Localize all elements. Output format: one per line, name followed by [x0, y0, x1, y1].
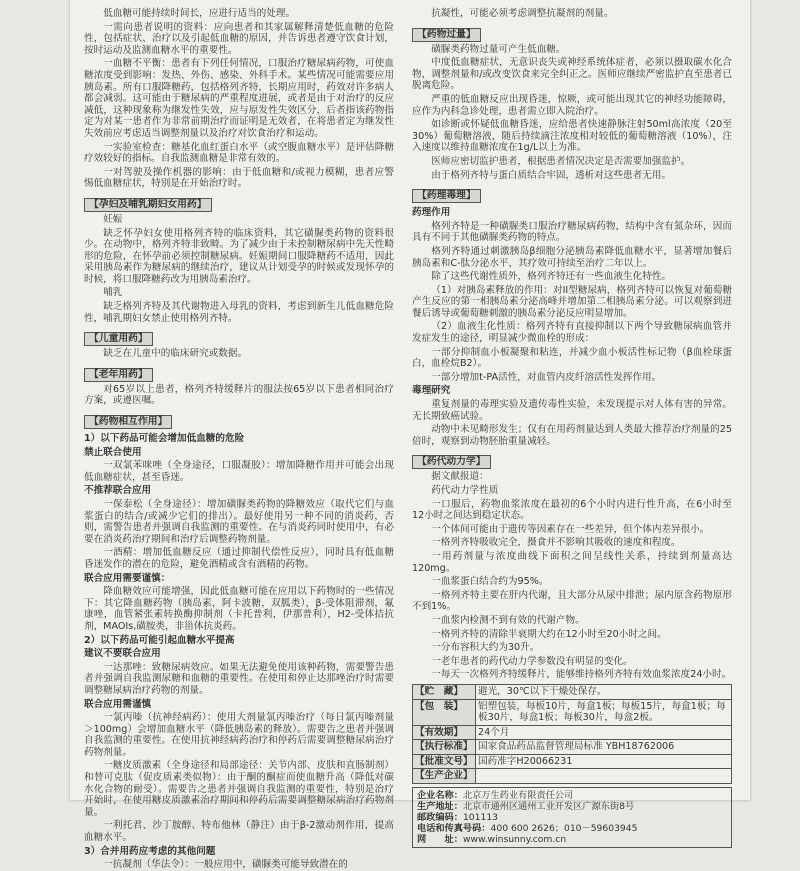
manufacturer-phone-line: 电话和传真号码：400 600 2626；010－59603945: [417, 823, 638, 835]
manufacturer-website-line: 网 址：www.winsunny.com.cn: [417, 834, 567, 846]
paragraph: 磺脲类药物过量可产生低血糖。: [431, 43, 566, 55]
section-heading: 【孕妇及哺乳期妇女用药】: [84, 198, 212, 212]
paragraph: 一糖皮质激素（全身途径和局部途径：关节内部、皮肤和直肠制剂）和替可克肽（促皮质素类似物）：由于酮的酮症而使血糖升高（降低对碳水化合物的耐受）。需要告之患者并强调自我监测的重要性，特别是治疗开始时，在使用糖皮质激素治疗期间和停药后需要调整糖尿病治疗药物剂量。: [84, 760, 394, 818]
info-row: [413, 684, 732, 699]
info-value: 国药准字H20066231: [476, 754, 732, 769]
paragraph: 一部分增加t-PA活性，对血管内皮纤溶活性发挥作用。: [431, 371, 662, 383]
product-info-table: [412, 684, 732, 784]
section-heading: 【儿童用药】: [84, 332, 153, 346]
paragraph: 一实验室检查：糖基化血红蛋白水平（或空腹血糖水平）是评估降糖疗效较好的指标。自我监测血糖是非常有效的。: [84, 141, 394, 165]
manufacturer-name-line: 企业名称：北京万生药业有限责任公司: [417, 790, 574, 802]
paragraph: 低血糖可能持续时间长，应进行适当的处理。: [103, 8, 296, 19]
paragraph: 严重的低血糖反应出现昏迷，惊厥，或可能出现其它的神经功能障碍，应作为内科急诊处理，患者需立即入院治疗。: [412, 93, 732, 117]
paragraph: 一格列齐特主要在肝内代谢，且大部分从尿中排泄；尿内原含药物原形不到1%。: [412, 589, 732, 613]
subsection-heading: 禁止联合使用: [84, 446, 142, 458]
manufacturer-zip-line: 邮政编码：101113: [417, 812, 499, 824]
paragraph: 一血糖不平衡：患者有下列任何情况，口服治疗糖尿病药物，可使血糖浓度受到影响：发热、外伤、感染、外科手术。某些情况可能需要应用胰岛素。所有口服降糖药，包括格列齐特，长期应用时，药效对许多病人都会减弱。这可能由于糖尿病的严重程度进展，或者是由于对治疗的反应减低，这种现象称为继发性失效，应与原发性失效区分，后者指该药物指定为对某一患者作为非常前期治疗而证明是无效者，在将患者定为继发性失效前应考虑适当调整剂量以及治疗对饮食治疗和运动。: [84, 58, 394, 139]
paragraph: （2）血液生化性质：格列齐特有直接抑制以下两个导致糖尿病血管并发症发生的途径，明显减少微血栓的形成：: [412, 321, 732, 345]
paragraph: 一抗凝剂（华法令）：一般应用中，磺脲类可能导致潜在的: [103, 859, 348, 871]
paragraph: 一保泰松（全身途径）：增加磺脲类药物的降糖效应（取代它们与血浆蛋白的结合/或减少它们的排出）。最好使用另一种不同的消炎药，否则，需警告患者并强调自我监测的重要性。在与消炎药同时使用中，有必要在消炎药治疗期间和治疗后调整药物剂量。: [84, 499, 394, 545]
paragraph: 据文献报道：: [431, 471, 489, 483]
paragraph: 缺乏怀孕妇女使用格列齐特的临床资料，其它磺脲类药物的资料很少。在动物中，格列齐特非致畸。为了减少由于未控制糖尿病中先天性畸形的危险，在怀孕前必须控制糖尿病。妊娠期间口服降糖药不适用，因此采用胰岛素作为糖尿病的继续治疗，建议从计划受孕的时候或发现怀孕的时候，将口服降糖药改为用胰岛素治疗。: [84, 227, 394, 285]
subsection-heading: 联合应用需谨慎: [84, 698, 152, 710]
info-row: [413, 725, 732, 740]
info-label: 【贮 藏】: [413, 684, 476, 699]
paragraph: 一血浆蛋白结合约为95%。: [431, 576, 549, 588]
paragraph: 一需向患者说明的资料：应向患者和其家属解释清楚低血糖的危险性，包括症状、治疗以及引起低血糖的原因，并告诉患者遵守饮食计划，按时运动及监测血糖水平的重要性。: [84, 21, 394, 56]
paragraph: 缺乏格列齐特及其代谢物进入母乳的资料，考虑到新生儿低血糖危险性，哺乳期妇女禁止使用格列齐特。: [84, 301, 394, 324]
section-heading: 【药物过量】: [412, 28, 481, 42]
subsection-heading: 不推荐联合应用: [84, 485, 152, 497]
info-row: [413, 769, 732, 784]
paragraph: 对65岁以上患者，格列齐特缓释片的服法按65岁以下患者相同治疗方案，或遵医嘱。: [84, 383, 394, 407]
subsection-heading: 联合应用需要谨慎：: [84, 572, 171, 584]
package-insert-sheet: [70, 0, 750, 871]
paragraph: 一格列齐特吸收完全，摄食并不影响其吸收的速度和程度。: [431, 537, 681, 549]
paragraph: 一老年患者的药代动力学参数没有明显的变化。: [431, 655, 633, 667]
paragraph: 医师应密切监护患者，根据患者情况决定是否需要加强监护。: [431, 155, 691, 167]
paragraph: 一部分抑制血小板凝聚和粘连，并减少血小板活性标记物（β血栓球蛋白，血栓烷B2）。: [412, 346, 732, 370]
info-label: 【生产企业】: [413, 769, 476, 784]
section-heading: 【药代动力学】: [412, 455, 491, 469]
subsection-heading: 毒理研究: [412, 385, 451, 397]
info-value: 避光，30℃以下干燥处保存。: [476, 684, 732, 699]
info-label: 【有效期】: [413, 725, 476, 740]
subsection-heading: 药理作用: [412, 207, 451, 219]
info-value: [476, 769, 732, 784]
manufacturer-address-line: 生产地址：北京市通州区通州工业开发区广源东街8号: [417, 801, 635, 813]
paragraph: 动物中未见畸形发生；仅有在用药剂量达到人类最大推荐治疗剂量的25倍时，观察到动物胚胎重量减轻。: [412, 424, 732, 447]
info-label: 【执行标准】: [413, 740, 476, 755]
paragraph: 抗凝性，可能必须考虑调整抗凝剂的剂量。: [431, 8, 614, 19]
info-row: [413, 740, 732, 755]
paragraph: 一格列齐特的清除半衰期大约在12小时至20小时之间。: [431, 628, 667, 640]
paragraph: 由于格列齐特与蛋白质结合牢固，透析对这些患者无用。: [431, 169, 672, 181]
info-row: [413, 699, 732, 725]
section-heading: 【老年用药】: [84, 368, 153, 382]
paragraph: 药代动力学性质: [431, 485, 499, 496]
paragraph: 格列齐特是一种磺脲类口服治疗糖尿病药物，结构中含有氮杂环，因而具有不同于其他磺脲类药物的特点。: [412, 220, 732, 244]
paragraph: 如诊断或怀疑低血糖昏迷，应给患者快速静脉注射50ml高浓度（20至30%）葡萄糖溶液，随后持续滴注浓度相对较低的葡萄糖溶液（10%），注入速度以维持血糖浓度在1g/L以上为准。: [412, 119, 732, 154]
section-heading: 【药物相互作用】: [84, 415, 172, 429]
subsection-heading: 3）合并用药应考虑的其他问题: [84, 845, 216, 857]
paragraph: 一每天一次格列齐特缓释片，能够维持格列齐特有效血浆浓度24小时。: [431, 669, 732, 681]
paragraph: 一血浆内检测不到有效的代谢产物。: [431, 614, 585, 626]
info-value: 铝塑包装，每板10片，每盒1板；每板15片，每盒1板；每板30片，每盒1板；每板30片，每盒2板。: [476, 699, 732, 725]
info-row: [413, 754, 732, 769]
paragraph: 一用药剂量与浓度曲线下面积之间呈线性关系，持续到剂量高达120mg。: [412, 550, 732, 574]
paragraph: 一达那唑：致糖尿病效应。如果无法避免使用该种药物，需要警告患者并强调自我监测尿糖和血糖的重要性。在使用和停止达那唑治疗时需要调整糖尿病治疗药物的剂量。: [84, 661, 394, 696]
paragraph: 一氯丙嗪（抗神经病药）：使用大剂量氯丙嗪治疗（每日氯丙嗪剂量＞100mg）会增加血糖水平（降低胰岛素的释放）。需要告之患者并强调自我监测的重要性。在使用抗神经病药治疗和停药后需要调整糖尿病治疗药物剂量。: [84, 712, 394, 758]
left-column: [84, 8, 394, 871]
paragraph: 除了这些代谢性质外，格列齐特还有一些血液生化特性。: [431, 271, 672, 283]
paragraph: 一双氯苯咪唑（全身途径，口服凝胶）：增加降糖作用并可能会出现低血糖症状，甚至昏迷。: [84, 460, 394, 483]
subsection-heading: 建议不要联合应用: [84, 648, 161, 660]
info-value: 国家食品药品监督管理局标准 YBH18762006: [476, 740, 732, 755]
info-label: 【批准文号】: [413, 754, 476, 769]
paragraph: 妊娠: [103, 213, 123, 225]
paragraph: 格列齐特通过刺激胰岛β细胞分泌胰岛素降低血糖水平，显著增加餐后胰岛素和C-肽分泌水平，其疗效可持续至治疗二年以上。: [412, 245, 732, 269]
paragraph: 一分布容积大约为30升。: [431, 642, 540, 654]
paragraph: 缺乏在儿童中的临床研究或数据。: [103, 348, 248, 360]
paragraph: 重复剂量的毒理实验及遗传毒性实验，未发现提示对人体有害的异常。无长期致癌试验。: [412, 399, 732, 422]
paragraph: 一对驾驶及操作机器的影响：由于低血糖和/或视力模糊，患者应警惕低血糖症状，特别是在开始治疗时。: [84, 166, 394, 190]
info-value: 24个月: [476, 725, 732, 740]
paragraph: 一酒精：增加低血糖反应（通过抑制代偿性反应），同时具有低血糖昏迷发作的潜在的危险，避免酒精或含有酒精的药物。: [84, 547, 394, 570]
subsection-heading: 2）以下药品可能引起血糖水平提高: [84, 634, 235, 646]
paragraph: （1）对胰岛素释放的作用：对II型糖尿病，格列齐特可以恢复对葡萄糖产生反应的第一相胰岛素分泌高峰并增加第二相胰岛素分泌。可以观察到进餐后诱导或葡萄糖刺激的胰岛素分泌反应明显增加。: [412, 284, 732, 319]
paragraph: 一个体间可能由于遗传等因素存在一些差异，但个体内差异很小。: [431, 523, 710, 535]
right-column-text: [412, 8, 732, 681]
info-label: 【包 装】: [413, 699, 476, 725]
paragraph: 降血糖效应可能增强，因此低血糖可能在应用以下药物时的一些情况下：其它降血糖药物（胰岛素，阿卡波糖，双胍类），β-受体阻滞剂，氟康唑，血管紧张素转换酶抑制剂（卡托普利，伊那普利），H2-受体拮抗剂，MAOIs,磺胺类，非甾体抗炎药。: [84, 586, 394, 632]
manufacturer-info: [412, 787, 732, 848]
subsection-heading: 1）以下药品可能会增加低血糖的危险: [84, 433, 245, 445]
section-heading: 【药理毒理】: [412, 189, 481, 203]
paragraph: 中度低血糖症状，无意识丧失或神经系统体症者，必须以摄取碳水化合物，调整剂量和/或改变饮食来完全纠正之。医师应继续严密监护直至患者已脱离危险。: [412, 57, 732, 92]
paragraph: 哺乳: [103, 287, 123, 299]
paragraph: 一口服后，药物血浆浓度在最初的6个小时内进行性升高，在6小时至12小时之间达到稳定状态。: [412, 498, 732, 522]
paragraph: 一利托君、沙丁胺醇、特布他林（静注）由于β-2激动剂作用，提高血糖水平。: [84, 820, 394, 844]
right-column: [412, 8, 732, 846]
